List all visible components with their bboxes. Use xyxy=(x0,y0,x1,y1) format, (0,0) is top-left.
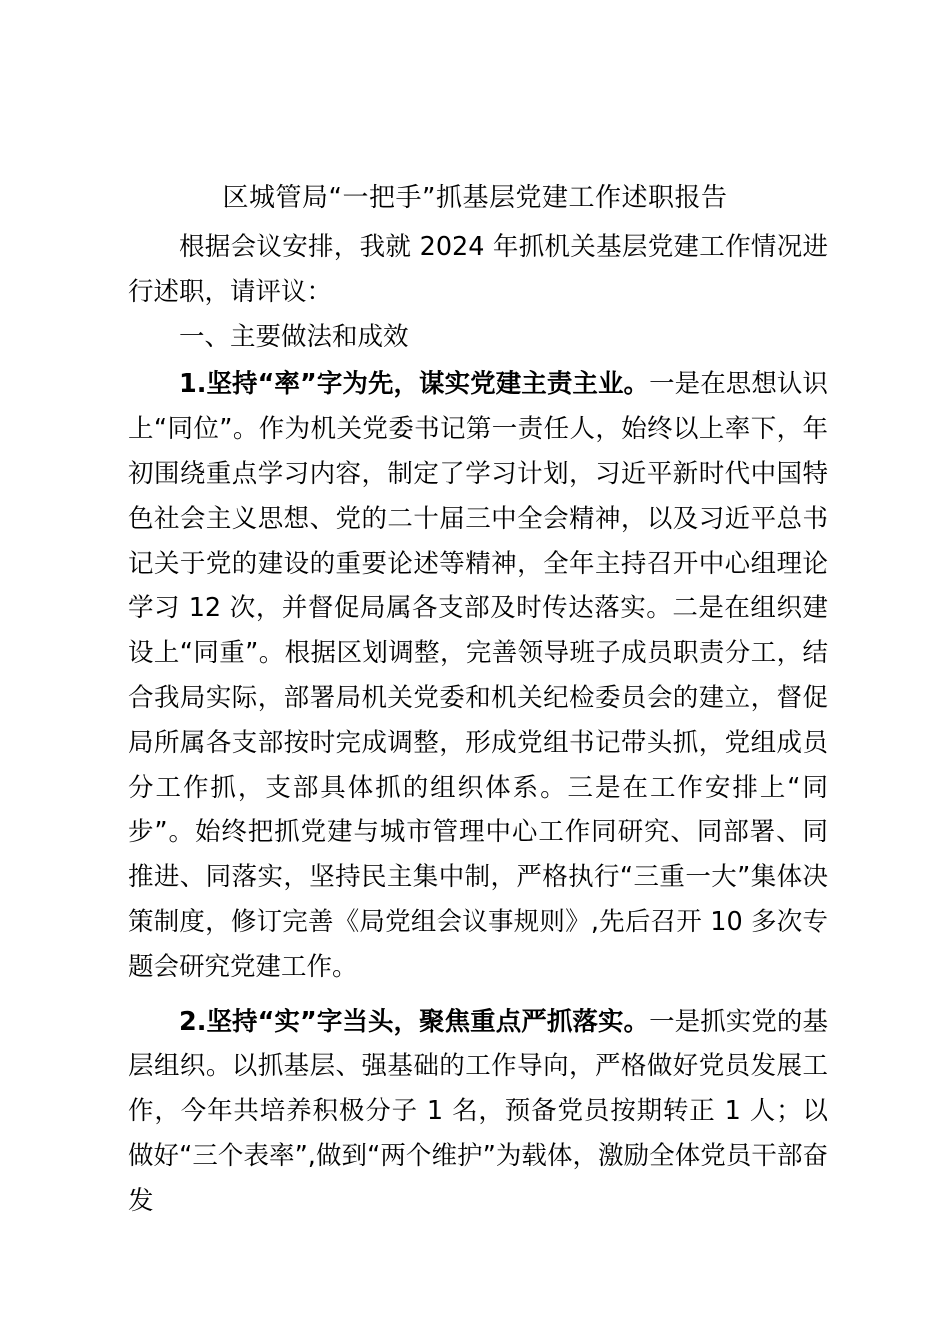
section-heading: 一、主要做法和成效 xyxy=(179,321,409,352)
intro-paragraph: 根据会议安排，我就 2024 年抓机关基层党建工作情况进行述职，请评议： xyxy=(128,232,828,307)
document-body xyxy=(128,225,828,1224)
item1-lead: 1.坚持“率”字为先，谋实党建主责主业。 xyxy=(179,369,650,400)
item2-lead: 2.坚持“实”字当头，聚焦重点严抓落实。 xyxy=(179,1006,650,1037)
item1-paragraph xyxy=(128,362,828,989)
item2-paragraph xyxy=(128,1000,828,1224)
item2-text: 一是抓实党的基层组织。以抓基层、强基础的工作导向，严格做好党员发展工作，今年共培养积极分子 1 名，预备党员按期转正 1 人；以做好“三个表率”,做到“两个维护”为载体，激励全体党员干部奋发 xyxy=(128,1006,828,1216)
document-title: 区城管局“一把手”抓基层党建工作述职报告 xyxy=(222,183,728,213)
item1-text: 一是在思想认识上“同位”。作为机关党委书记第一责任人，始终以上率下，年初围绕重点学习内容，制定了学习计划，习近平新时代中国特色社会主义思想、党的二十届三中全会精神，以及习近平总书记关于党的建设的重要论述等精神，全年主持召开中心组理论学习 12 次，并督促局属各支部及时传达落实。二是在组织建设上“同重”。根据区划调整，完善领导班子成员职责分工，结合我局实际，部署局机关党委和机关纪检委员会的建立，督促局所属各支部按时完成调整，形成党组书记带头抓，党组成员分工作抓，支部具体抓的组织体系。三是在工作安排上“同步”。始终把抓党建与城市管理中心工作同研究、同部署、同推进、同落实，坚持民主集中制，严格执行“三重一大”集体决策制度，修订完善《局党组会议事规则》,先后召开 10 多次专题会研究党建工作。 xyxy=(128,369,828,982)
